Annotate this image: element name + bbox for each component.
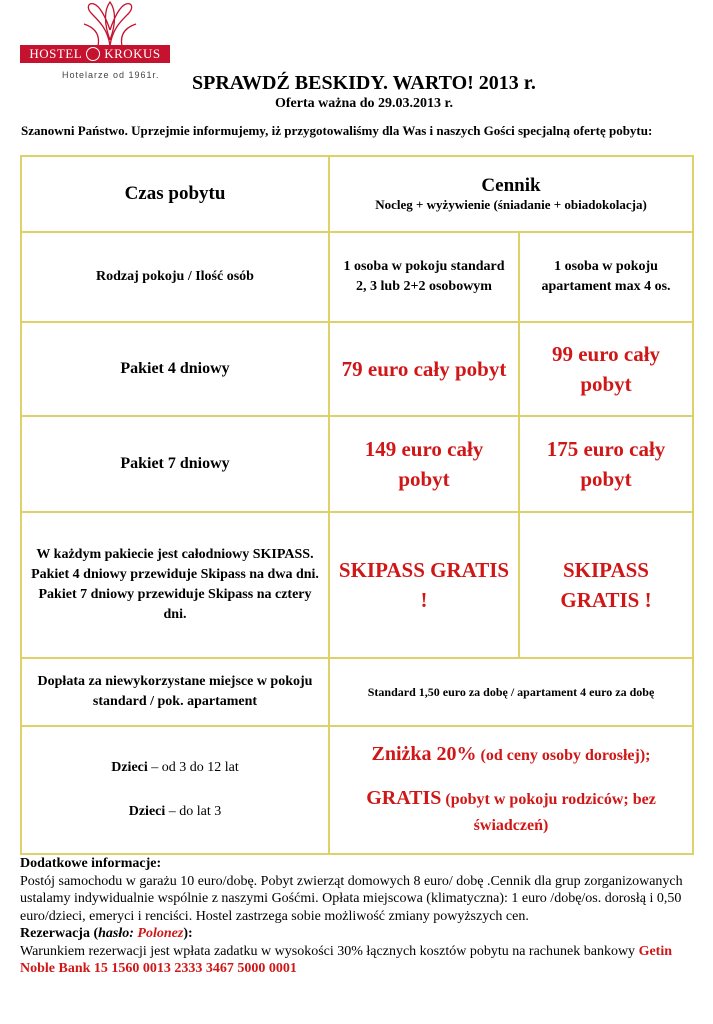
package7-standard-price: 149 euro cały pobyt [329,416,519,512]
logo-tagline: Hotelarze od 1961r. [62,70,160,80]
price-list-header [329,156,693,232]
additional-info-heading: Dodatkowe informacje: [20,856,162,871]
duration-header-label: Czas pobytu [124,183,226,204]
children-discount [338,742,684,768]
package7-apartment-price: 175 euro cały pobyt [519,416,693,512]
package4-label: Pakiet 4 dniowy [21,322,329,416]
password-value: Polonez [137,926,184,941]
logo-name-right: KROKUS [104,46,161,61]
children-under-3-label [30,802,320,822]
skipass-line-3: Pakiet 7 dniowy przewiduje Skipass na cztery dni. [38,587,312,622]
additional-info-text: Postój samochodu w garażu 10 euro/dobę. Pobyt zwierząt domowych 8 euro/ dobę .Cennik dla grup zorganizowanych ustalamy indywidualnie wspólnie z naszymi Gośćmi. Opłata miejscowa (klimatyczna): 1 euro /dobę/os. dorosłą i 0,50 euro/dzieci, emeryci i renciści. Hostel zastrzega sobie możliwość zmiany powyższych cen. [20,873,683,924]
children-age-groups [21,726,329,854]
payment-info [20,943,700,978]
children-3-12-bold: Dzieci [111,760,148,775]
skipass-row [21,512,693,658]
table-header-row [21,156,693,232]
offer-validity: Oferta ważna do 29.03.2013 r. [275,96,453,111]
package7-label: Pakiet 7 dniowy [21,416,329,512]
payment-text: Warunkiem rezerwacji jest wpłata zadatku w wysokości 30% łącznych kosztów pobytu na rachunek bankowy [20,943,639,959]
duration-header [21,156,329,232]
surcharge-value: Standard 1,50 euro za dobę / apartament 4 euro za dobę [329,658,693,726]
room-type-row [21,232,693,322]
surcharge-row [21,658,693,726]
price-list-subtitle: Nocleg + wyżywienie (śniadanie + obiadokolacja) [375,197,647,212]
hostel-logo [20,0,170,86]
package4-standard-price: 79 euro cały pobyt [329,322,519,416]
children-3-12-label [30,758,320,778]
children-row [21,726,693,854]
reservation-label: Rezerwacja [20,926,90,941]
page-title: SPRAWDŹ BESKIDY. WARTO! 2013 r. [192,72,536,94]
crocus-flower-icon [70,0,150,46]
surcharge-label: Dopłata za niewykorzystane miejsce w pokoju standard / pok. apartament [21,658,329,726]
skipass-standard: SKIPASS GRATIS ! [329,512,519,658]
children-pricing [329,726,693,854]
price-table [20,155,694,855]
additional-info [20,855,700,978]
children-under-3-bold: Dzieci [128,804,166,819]
col-apartment: 1 osoba w pokoju apartament max 4 os. [519,232,693,322]
skipass-line-2: Pakiet 4 dniowy przewiduje Skipass na dwa dni. [31,567,319,582]
skipass-line-1: W każdym pakiecie jest całodniowy SKIPASS. [36,547,314,562]
bank-account: Getin Noble Bank 15 1560 0013 2333 3467 5000 0001 [20,943,673,976]
children-3-12-range: – od 3 do 12 lat [147,760,239,775]
children-free [338,786,684,838]
logo-banner [20,45,170,63]
children-discount-note: (od ceny osoby dorosłej); [476,747,651,764]
children-free-value: GRATIS [366,787,442,809]
children-discount-value: Zniżka 20% [371,743,477,765]
password-label: hasło: [98,926,138,941]
package4-row [21,322,693,416]
package4-apartment-price: 99 euro cały pobyt [519,322,693,416]
col-standard: 1 osoba w pokoju standard 2, 3 lub 2+2 osobowym [329,232,519,322]
price-list-title: Cennik [481,175,541,196]
room-type-label: Rodzaj pokoju / Ilość osób [21,232,329,322]
logo-name-left: HOSTEL [29,46,83,61]
children-under-3-range: – do lat 3 [165,804,222,819]
skipass-apartment: SKIPASS GRATIS ! [519,512,693,658]
package7-row [21,416,693,512]
logo-separator [86,47,100,61]
children-free-note: (pobyt w pokoju rodziców; bez świadczeń) [441,791,656,834]
reservation-heading: Rezerwacja (hasło: Polonez): [20,926,193,941]
skipass-description [21,512,329,658]
intro-text: Szanowni Państwo. Uprzejmie informujemy, iż przygotowaliśmy dla Was i naszych Gości specjalną ofertę pobytu: [21,123,653,138]
